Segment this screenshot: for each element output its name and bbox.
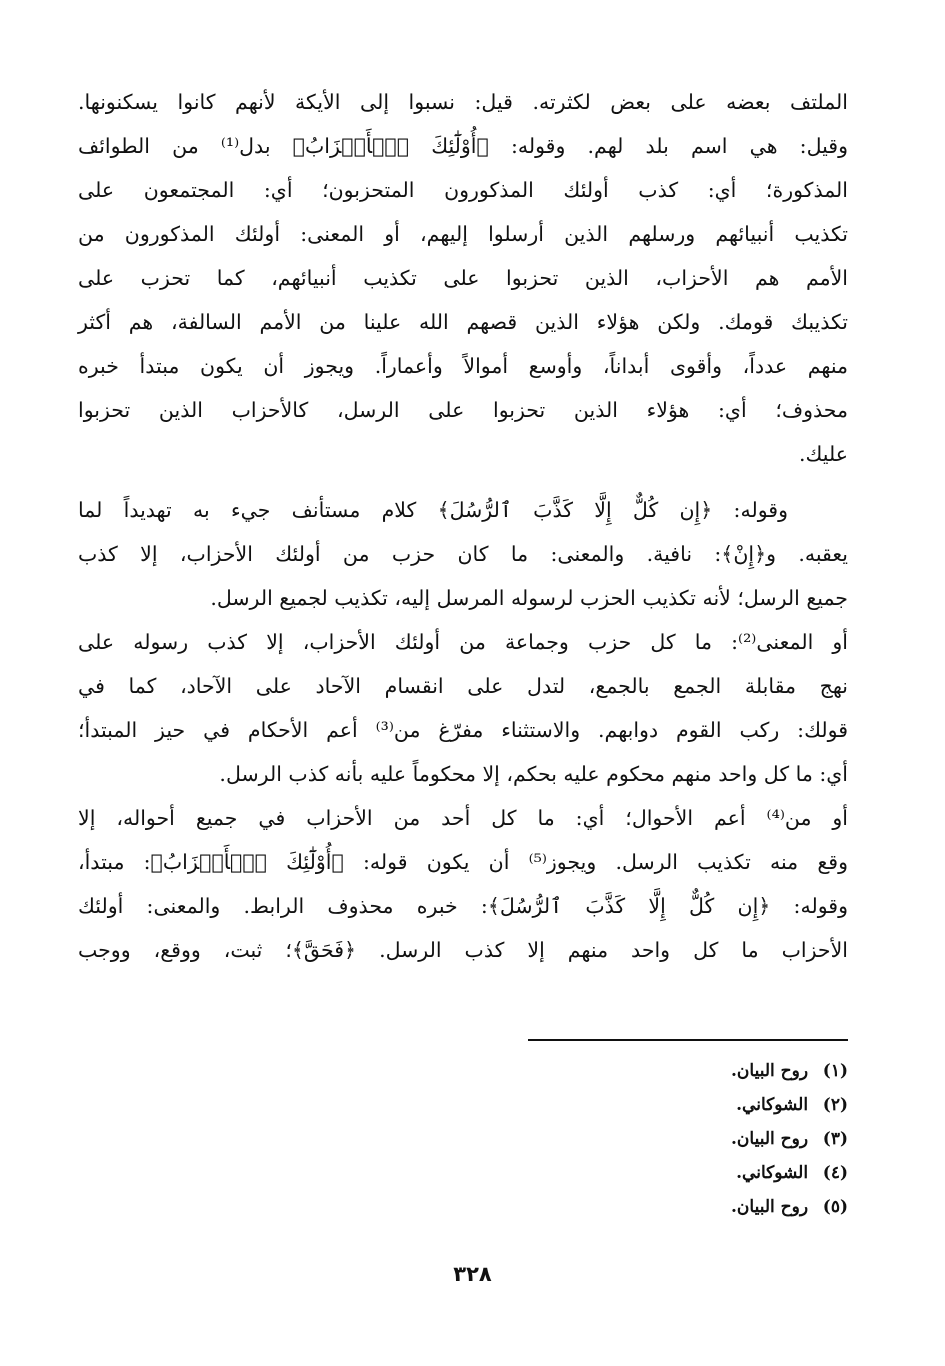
- footnote-text: روح البيان.: [731, 1197, 809, 1217]
- footnote-number: (٢): [822, 1095, 848, 1115]
- text-line: يعقبه. و﴿إِنْ﴾: نافية. والمعنى: ما كان حزب من أولئك الأحزاب، إلا كذب: [78, 542, 848, 566]
- text-line: وقوله: ﴿إِن كُلٌّ إِلَّا كَذَّبَ ٱلرُّسُلَ﴾: خبره محذوف الرابط. والمعنى: أولئك: [78, 894, 848, 918]
- footnote-number: (١): [822, 1061, 848, 1081]
- footnote-separator: [528, 1039, 848, 1041]
- footnote-number: (٥): [822, 1197, 848, 1217]
- text-line: وقوله: ﴿إِن كُلٌّ إِلَّا كَذَّبَ ٱلرُّسُلَ﴾ كلام مستأنف جيء به تهديداً لما: [78, 498, 788, 522]
- footnote-text: الشوكاني.: [736, 1163, 809, 1183]
- text-line: الملتف بعضه على بعض لكثرته. قيل: نسبوا إلى الأيكة لأنهم كانوا يسكنونها.: [78, 90, 848, 114]
- text-line: تكذيب أنبيائهم ورسلهم الذين أرسلوا إليهم، أو المعنى: أولئك المذكورون من: [78, 222, 848, 246]
- text-line: تكذيبك قومك. ولكن هؤلاء الذين قصهم الله علينا من الأمم السالفة، هم أكثر: [78, 310, 848, 334]
- footnote-number: (٣): [822, 1129, 848, 1149]
- text-line: وقيل: هي اسم بلد لهم. وقوله: ﴿أُوْلَٰٓئِكَ ٱلۡأَحۡزَابُ﴾ بدل⁽¹⁾ من الطوائف: [78, 134, 848, 158]
- footnote-item: [600, 1054, 848, 1088]
- text-line: المذكورة؛ أي: كذب أولئك المذكورون المتحزبون؛ أي: المجتمعون على: [78, 178, 848, 202]
- footnotes: [600, 1054, 848, 1224]
- text-line: محذوف؛ أي: هؤلاء الذين تحزبوا على الرسل، كالأحزاب الذين تحزبوا: [78, 398, 848, 422]
- paragraph-2: [78, 488, 848, 972]
- text-line: قولك: ركب القوم دوابهم. والاستثناء مفرّغ من⁽³⁾ أعم الأحكام في حيز المبتدأ؛: [78, 718, 849, 742]
- text-line: وقع منه تكذيب الرسل. ويجوز⁽⁵⁾ أن يكون قوله: ﴿أُوْلَٰٓئِكَ ٱلۡأَحۡزَابُ﴾: مبتدأ،: [78, 850, 849, 874]
- text-line: أي: ما كل واحد منهم محكوم عليه بحكم، إلا محكوماً عليه بأنه كذب الرسل.: [219, 762, 848, 786]
- footnote-item: [600, 1156, 848, 1190]
- text-line: أو المعنى⁽²⁾: ما كل حزب وجماعة من أولئك الأحزاب، إلا كذب رسوله على: [78, 630, 848, 654]
- footnote-text: الشوكاني.: [736, 1095, 809, 1115]
- text-line: جميع الرسل؛ لأنه تكذيب الحزب لرسوله المرسل إليه، تكذيب لجميع الرسل.: [210, 586, 848, 610]
- paragraph-1: [78, 80, 848, 476]
- footnote-text: روح البيان.: [731, 1129, 809, 1149]
- text-line: الأحزاب ما كل واحد منهم إلا كذب الرسل. ﴿فَحَقَّ﴾؛ ثبت، ووقع، ووجب: [78, 938, 848, 962]
- footnote-item: [600, 1088, 848, 1122]
- text-line: نهج مقابلة الجمع بالجمع، لتدل على انقسام الآحاد على الآحاد، كما في: [78, 674, 848, 698]
- text-line: عليك.: [799, 442, 848, 466]
- text-line: منهم عدداً، وأقوى أبداناً، وأوسع أموالاً وأعماراً. ويجوز أن يكون مبتدأ خبره: [78, 354, 848, 378]
- text-line: الأمم هم الأحزاب، الذين تحزبوا على تكذيب أنبيائهم، كما تحزب على: [78, 266, 848, 290]
- page-number: ٣٢٨: [453, 1262, 492, 1286]
- footnote-text: روح البيان.: [731, 1061, 809, 1081]
- footnote-number: (٤): [822, 1163, 848, 1183]
- text-line: أو من⁽⁴⁾ أعم الأحوال؛ أي: ما كل أحد من الأحزاب في جميع أحواله، إلا: [78, 806, 848, 830]
- footnote-item: [600, 1190, 848, 1224]
- footnote-item: [600, 1122, 848, 1156]
